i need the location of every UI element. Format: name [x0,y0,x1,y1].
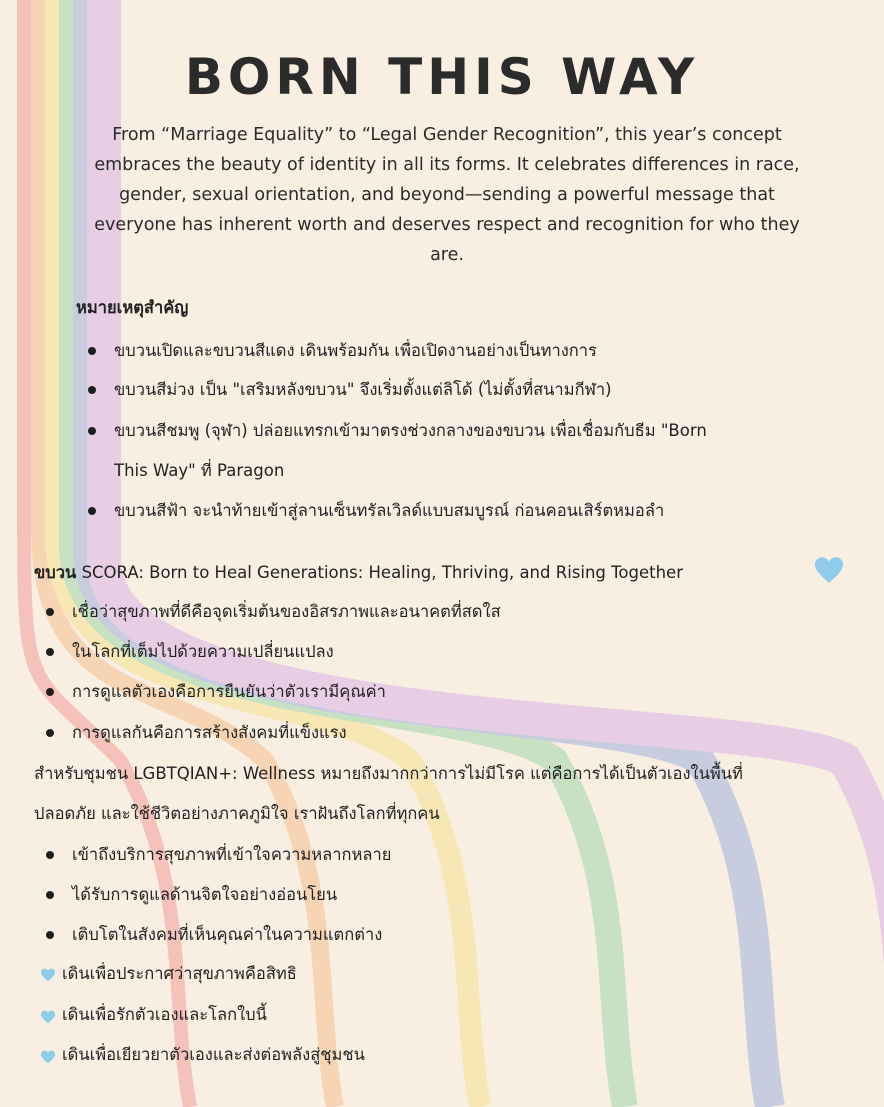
scora-heading-prefix: ขบวน [34,563,77,582]
notes-heading: หมายเหตุสำคัญ [76,298,189,317]
community-text-line2: ปลอดภัย และใช้ชีวิตอย่างภาคภูมิใจ เราฝันถึงโลกที่ทุกคน [34,804,440,823]
page-title: BORN THIS WAY [184,48,700,106]
heart-icon [40,968,56,982]
intro-paragraph: From “Marriage Equality” to “Legal Gender Recognition”, this year’s concept embraces the beauty of identity in all its forms. It celebrates differences in race, gender, sexual orientation, and beyond—sending a powerful message that everyone has inherent worth and deserves respect and recognition for who they are. [94,125,800,265]
notes-item: ขบวนสีชมพู (จุฬา) ปล่อยแทรกเข้ามาตรงช่วงกลางของขบวน เพื่อเชื่อมกับธีม "Born [114,421,707,440]
heart-item: เดินเพื่อประกาศว่าสุขภาพคือสิทธิ [62,964,297,983]
community-item: ได้รับการดูแลด้านจิตใจอย่างอ่อนโยน [72,885,338,904]
community-item: เข้าถึงบริการสุขภาพที่เข้าใจความหลากหลาย [72,845,392,864]
scora-heading-text: SCORA: Born to Heal Generations: Healing, Thriving, and Rising Together [81,563,683,582]
scora-item: การดูแลกันคือการสร้างสังคมที่แข็งแรง [72,723,347,742]
scora-item: ในโลกที่เต็มไปด้วยความเปลี่ยนแปลง [72,642,334,661]
scora-heading [34,562,683,584]
notes-item: ขบวนสีฟ้า จะนำท้ายเข้าสู่ลานเซ็นทรัลเวิลด์แบบสมบูรณ์ ก่อนคอนเสิร์ตหมอลำ [114,501,665,520]
scora-item: การดูแลตัวเองคือการยืนยันว่าตัวเรามีคุณค่า [72,682,386,701]
heart-item: เดินเพื่อเยียวยาตัวเองและส่งต่อพลังสู่ชุมชน [62,1045,365,1064]
community-text-line1: สำหรับชุมชน LGBTQIAN+: Wellness หมายถึงมากกว่าการไม่มีโรค แต่คือการได้เป็นตัวเองในพื้นที่ [34,764,743,783]
heart-item: เดินเพื่อรักตัวเองและโลกใบนี้ [62,1005,267,1024]
scora-item: เชื่อว่าสุขภาพที่ดีคือจุดเริ่มต้นของอิสรภาพและอนาคตที่สดใส [72,602,501,621]
heart-icon [40,1050,56,1064]
heart-icon [813,556,845,584]
notes-item: ขบวนสีม่วง เป็น "เสริมหลังขบวน" จึงเริ่มตั้งแต่ลิโด้ (ไม่ตั้งที่สนามกีฬา) [114,380,612,399]
notes-item: ขบวนเปิดและขบวนสีแดง เดินพร้อมกัน เพื่อเปิดงานอย่างเป็นทางการ [114,341,597,360]
community-item: เติบโตในสังคมที่เห็นคุณค่าในความแตกต่าง [72,925,383,944]
notes-item-continuation: This Way" ที่ Paragon [114,461,285,480]
heart-icon [40,1010,56,1024]
